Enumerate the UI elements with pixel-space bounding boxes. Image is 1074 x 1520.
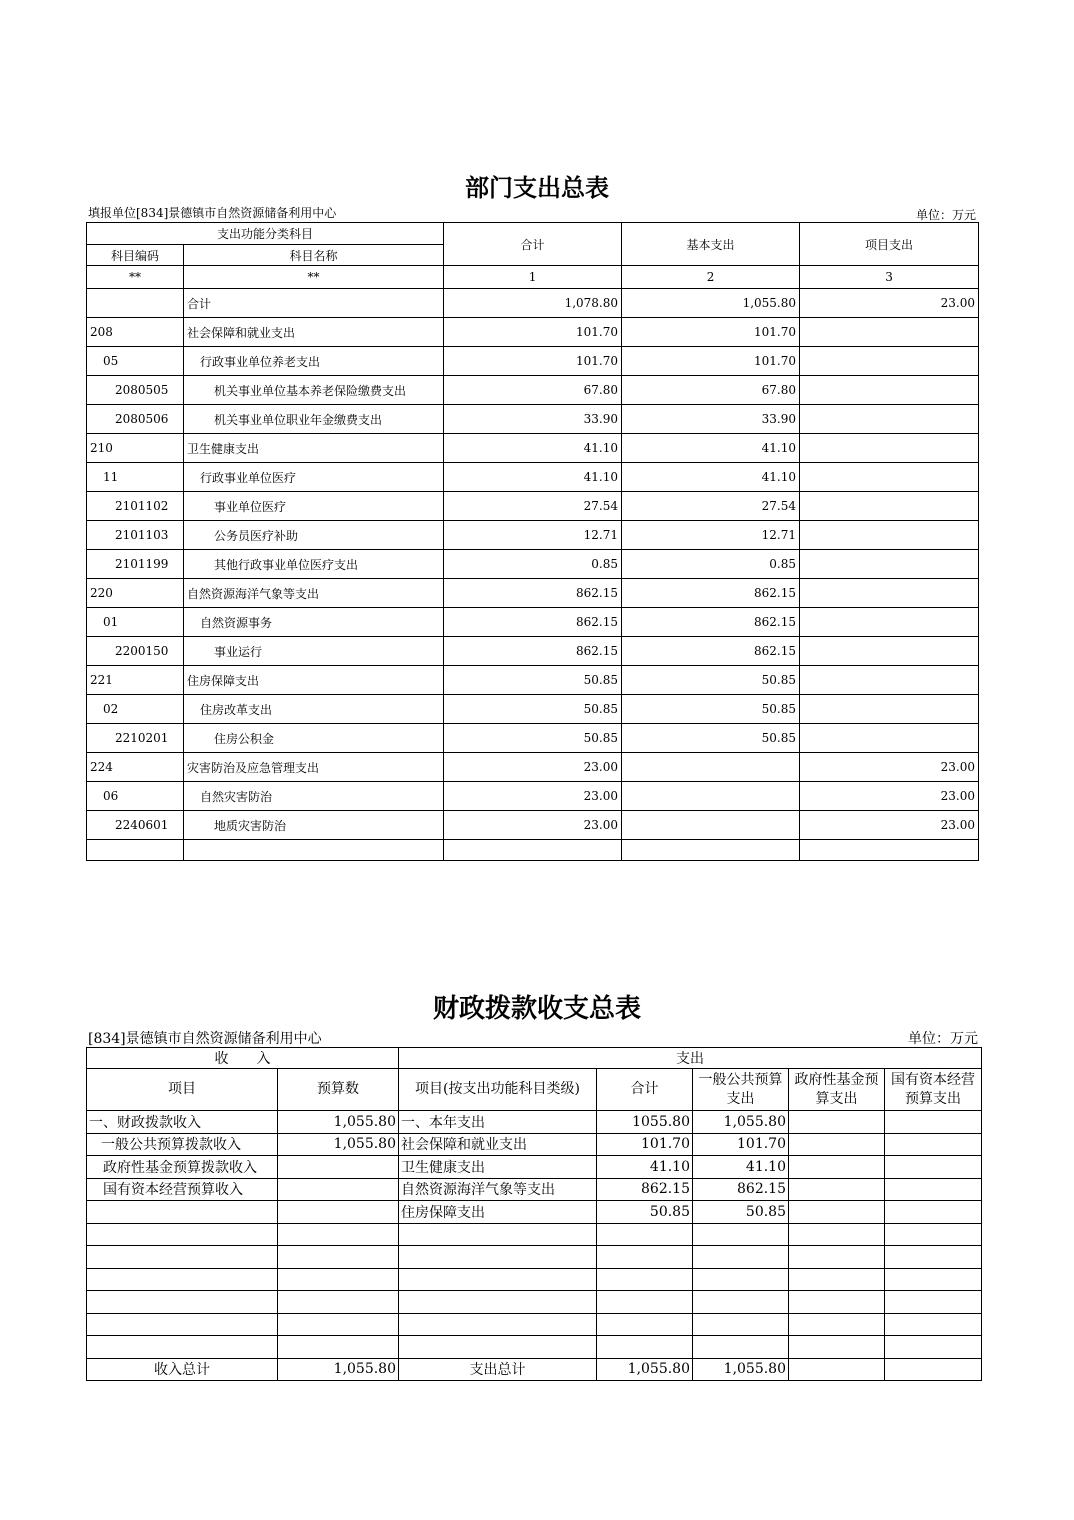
cell-project bbox=[800, 434, 979, 463]
cell-in-item bbox=[87, 1291, 278, 1314]
cell-basic bbox=[622, 811, 800, 840]
income-total-value: 1,055.80 bbox=[278, 1358, 399, 1381]
cell-project bbox=[800, 492, 979, 521]
cell-ex-state bbox=[885, 1111, 982, 1134]
cell-ex-item bbox=[399, 1291, 597, 1314]
table-row bbox=[87, 1313, 982, 1336]
cell-ex-general bbox=[693, 1223, 789, 1246]
dept-expense-table bbox=[86, 222, 979, 861]
cell-ex-item bbox=[399, 1246, 597, 1269]
cell-ex-general: 101.70 bbox=[693, 1133, 789, 1156]
income-total-label: 收入总计 bbox=[87, 1358, 278, 1381]
cell-ex-state bbox=[885, 1201, 982, 1224]
table-row bbox=[87, 347, 979, 376]
cell-ex-fund bbox=[789, 1111, 885, 1134]
cell-ex-item bbox=[399, 1313, 597, 1336]
cell-basic: 101.70 bbox=[622, 347, 800, 376]
cell-basic: 50.85 bbox=[622, 724, 800, 753]
cell-basic: 1,055.80 bbox=[622, 289, 800, 318]
cell-code: 220 bbox=[87, 579, 184, 608]
cell-total: 41.10 bbox=[444, 463, 622, 492]
cell-in-val: 1,055.80 bbox=[278, 1133, 399, 1156]
cell-total: 862.15 bbox=[444, 637, 622, 666]
cell-name: 事业单位医疗 bbox=[184, 492, 444, 521]
table-row bbox=[87, 1223, 982, 1246]
table-row bbox=[87, 521, 979, 550]
cell-ex-general bbox=[693, 1291, 789, 1314]
header-col2: 2 bbox=[622, 266, 800, 289]
cell-ex-general: 41.10 bbox=[693, 1156, 789, 1179]
cell-project bbox=[800, 579, 979, 608]
table-row bbox=[87, 405, 979, 434]
cell-ex-total: 1055.80 bbox=[597, 1111, 693, 1134]
cell-project bbox=[800, 550, 979, 579]
cell-total: 12.71 bbox=[444, 521, 622, 550]
cell-code: 210 bbox=[87, 434, 184, 463]
cell-project: 23.00 bbox=[800, 782, 979, 811]
cell-ex-total bbox=[597, 1268, 693, 1291]
cell-in-val bbox=[278, 1156, 399, 1179]
expense-general-total: 1,055.80 bbox=[693, 1358, 789, 1381]
table-row bbox=[87, 724, 979, 753]
cell-total: 23.00 bbox=[444, 782, 622, 811]
cell-project bbox=[800, 318, 979, 347]
cell-ex-state bbox=[885, 1133, 982, 1156]
table-row bbox=[87, 1111, 982, 1134]
table-row bbox=[87, 1291, 982, 1314]
table-row bbox=[87, 318, 979, 347]
cell-ex-item: 一、本年支出 bbox=[399, 1111, 597, 1134]
cell-basic: 41.10 bbox=[622, 434, 800, 463]
cell-name: 自然资源事务 bbox=[184, 608, 444, 637]
table-row bbox=[87, 579, 979, 608]
cell-name: 其他行政事业单位医疗支出 bbox=[184, 550, 444, 579]
cell-basic: 67.80 bbox=[622, 376, 800, 405]
cell-ex-item bbox=[399, 1268, 597, 1291]
cell-in-item: 一般公共预算拨款收入 bbox=[87, 1133, 278, 1156]
cell-total: 23.00 bbox=[444, 811, 622, 840]
cell-code: 2101199 bbox=[87, 550, 184, 579]
cell-ex-item bbox=[399, 1336, 597, 1359]
cell-ex-state bbox=[885, 1268, 982, 1291]
cell-name: 灾害防治及应急管理支出 bbox=[184, 753, 444, 782]
expense-fund-total bbox=[789, 1358, 885, 1381]
cell-total: 101.70 bbox=[444, 347, 622, 376]
cell-ex-item: 住房保障支出 bbox=[399, 1201, 597, 1224]
cell-basic: 0.85 bbox=[622, 550, 800, 579]
cell-name: 机关事业单位职业年金缴费支出 bbox=[184, 405, 444, 434]
cell-ex-fund bbox=[789, 1313, 885, 1336]
cell-basic bbox=[622, 840, 800, 861]
cell-basic: 862.15 bbox=[622, 637, 800, 666]
cell-code: 208 bbox=[87, 318, 184, 347]
cell-basic: 862.15 bbox=[622, 579, 800, 608]
cell-name: 行政事业单位医疗 bbox=[184, 463, 444, 492]
cell-code: 2080506 bbox=[87, 405, 184, 434]
cell-name: 地质灾害防治 bbox=[184, 811, 444, 840]
table-row bbox=[87, 1268, 982, 1291]
dept-expense-title: 部门支出总表 bbox=[465, 174, 609, 202]
table-row bbox=[87, 1336, 982, 1359]
cell-ex-item: 社会保障和就业支出 bbox=[399, 1133, 597, 1156]
cell-total bbox=[444, 840, 622, 861]
table-row bbox=[87, 753, 979, 782]
header-basic: 基本支出 bbox=[622, 223, 800, 266]
cell-ex-fund bbox=[789, 1201, 885, 1224]
cell-in-val bbox=[278, 1336, 399, 1359]
table-row bbox=[87, 666, 979, 695]
table-row bbox=[87, 376, 979, 405]
cell-ex-state bbox=[885, 1156, 982, 1179]
cell-basic: 50.85 bbox=[622, 695, 800, 724]
table-row bbox=[87, 1201, 982, 1224]
cell-code: 224 bbox=[87, 753, 184, 782]
cell-code: 2210201 bbox=[87, 724, 184, 753]
table-row bbox=[87, 608, 979, 637]
cell-code: 2101103 bbox=[87, 521, 184, 550]
cell-name: 事业运行 bbox=[184, 637, 444, 666]
cell-total: 101.70 bbox=[444, 318, 622, 347]
cell-name: 机关事业单位基本养老保险缴费支出 bbox=[184, 376, 444, 405]
cell-code: 05 bbox=[87, 347, 184, 376]
cell-ex-total: 50.85 bbox=[597, 1201, 693, 1224]
header-name: 科目名称 bbox=[184, 245, 444, 266]
cell-ex-fund bbox=[789, 1133, 885, 1156]
cell-name: 住房保障支出 bbox=[184, 666, 444, 695]
fiscal-unit-info: [834]景德镇市自然资源储备利用中心 bbox=[88, 1031, 322, 1047]
cell-in-item: 政府性基金预算拨款收入 bbox=[87, 1156, 278, 1179]
table-row bbox=[87, 782, 979, 811]
fiscal-unit-label: 单位：万元 bbox=[908, 1031, 978, 1047]
cell-code: 06 bbox=[87, 782, 184, 811]
cell-ex-fund bbox=[789, 1156, 885, 1179]
cell-in-val bbox=[278, 1291, 399, 1314]
cell-project bbox=[800, 521, 979, 550]
header-code-mark: ** bbox=[87, 266, 184, 289]
cell-code: 2080505 bbox=[87, 376, 184, 405]
cell-in-item: 国有资本经营预算收入 bbox=[87, 1178, 278, 1201]
cell-total: 0.85 bbox=[444, 550, 622, 579]
cell-total: 33.90 bbox=[444, 405, 622, 434]
table-row bbox=[87, 463, 979, 492]
cell-ex-item: 自然资源海洋气象等支出 bbox=[399, 1178, 597, 1201]
cell-ex-total: 41.10 bbox=[597, 1156, 693, 1179]
cell-code: 2200150 bbox=[87, 637, 184, 666]
header-total: 合计 bbox=[444, 223, 622, 266]
expense-state-total bbox=[885, 1358, 982, 1381]
header-function-group: 支出功能分类科目 bbox=[87, 223, 444, 245]
cell-total: 27.54 bbox=[444, 492, 622, 521]
cell-project bbox=[800, 666, 979, 695]
header-item: 项目 bbox=[87, 1069, 278, 1111]
cell-in-val bbox=[278, 1201, 399, 1224]
cell-total: 862.15 bbox=[444, 608, 622, 637]
cell-ex-total: 101.70 bbox=[597, 1133, 693, 1156]
cell-basic: 862.15 bbox=[622, 608, 800, 637]
cell-total: 50.85 bbox=[444, 695, 622, 724]
cell-name: 住房改革支出 bbox=[184, 695, 444, 724]
cell-total: 862.15 bbox=[444, 579, 622, 608]
cell-basic: 33.90 bbox=[622, 405, 800, 434]
cell-ex-fund bbox=[789, 1178, 885, 1201]
cell-ex-fund bbox=[789, 1336, 885, 1359]
table-row bbox=[87, 1133, 982, 1156]
cell-code: 2101102 bbox=[87, 492, 184, 521]
cell-ex-fund bbox=[789, 1246, 885, 1269]
cell-in-val: 1,055.80 bbox=[278, 1111, 399, 1134]
cell-project bbox=[800, 695, 979, 724]
cell-in-item bbox=[87, 1268, 278, 1291]
cell-basic: 41.10 bbox=[622, 463, 800, 492]
cell-in-val bbox=[278, 1178, 399, 1201]
cell-ex-general: 1,055.80 bbox=[693, 1111, 789, 1134]
cell-in-val bbox=[278, 1268, 399, 1291]
cell-ex-total bbox=[597, 1291, 693, 1314]
cell-project: 23.00 bbox=[800, 811, 979, 840]
table-row bbox=[87, 811, 979, 840]
table-row bbox=[87, 289, 979, 318]
expense-total-value: 1,055.80 bbox=[597, 1358, 693, 1381]
cell-basic bbox=[622, 753, 800, 782]
cell-code: 02 bbox=[87, 695, 184, 724]
cell-code: 01 bbox=[87, 608, 184, 637]
cell-ex-state bbox=[885, 1223, 982, 1246]
cell-ex-item bbox=[399, 1223, 597, 1246]
cell-basic: 12.71 bbox=[622, 521, 800, 550]
cell-basic bbox=[622, 782, 800, 811]
header-col1: 1 bbox=[444, 266, 622, 289]
cell-ex-general bbox=[693, 1246, 789, 1269]
cell-ex-fund bbox=[789, 1223, 885, 1246]
dept-expense-unit-info: 填报单位[834]景德镇市自然资源储备利用中心 bbox=[88, 206, 337, 220]
cell-basic: 50.85 bbox=[622, 666, 800, 695]
table-row bbox=[87, 1156, 982, 1179]
cell-ex-total bbox=[597, 1336, 693, 1359]
cell-ex-state bbox=[885, 1313, 982, 1336]
cell-ex-total bbox=[597, 1313, 693, 1336]
table-row bbox=[87, 695, 979, 724]
cell-project bbox=[800, 637, 979, 666]
cell-in-item: 一、财政拨款收入 bbox=[87, 1111, 278, 1134]
header-income: 收 入 bbox=[87, 1048, 399, 1069]
cell-total: 50.85 bbox=[444, 666, 622, 695]
cell-project bbox=[800, 376, 979, 405]
header-fund: 政府性基金预算支出 bbox=[789, 1069, 885, 1111]
cell-ex-total bbox=[597, 1246, 693, 1269]
cell-name: 卫生健康支出 bbox=[184, 434, 444, 463]
cell-ex-general: 50.85 bbox=[693, 1201, 789, 1224]
cell-project bbox=[800, 724, 979, 753]
header-state: 国有资本经营预算支出 bbox=[885, 1069, 982, 1111]
cell-ex-general: 862.15 bbox=[693, 1178, 789, 1201]
cell-name: 合计 bbox=[184, 289, 444, 318]
cell-ex-general bbox=[693, 1313, 789, 1336]
cell-name: 自然灾害防治 bbox=[184, 782, 444, 811]
table-row bbox=[87, 1178, 982, 1201]
header-expense: 支出 bbox=[399, 1048, 982, 1069]
cell-ex-total bbox=[597, 1223, 693, 1246]
cell-in-val bbox=[278, 1246, 399, 1269]
cell-code bbox=[87, 289, 184, 318]
cell-code: 2240601 bbox=[87, 811, 184, 840]
cell-ex-state bbox=[885, 1246, 982, 1269]
cell-in-item bbox=[87, 1336, 278, 1359]
table-row bbox=[87, 840, 979, 861]
table-row bbox=[87, 550, 979, 579]
cell-project bbox=[800, 463, 979, 492]
cell-name bbox=[184, 840, 444, 861]
header-project: 项目支出 bbox=[800, 223, 979, 266]
cell-project bbox=[800, 840, 979, 861]
header-exp-total: 合计 bbox=[597, 1069, 693, 1111]
cell-name: 社会保障和就业支出 bbox=[184, 318, 444, 347]
cell-ex-fund bbox=[789, 1291, 885, 1314]
header-exp-item: 项目(按支出功能科目类级) bbox=[399, 1069, 597, 1111]
header-general: 一般公共预算支出 bbox=[693, 1069, 789, 1111]
cell-total: 41.10 bbox=[444, 434, 622, 463]
cell-code bbox=[87, 840, 184, 861]
header-budget: 预算数 bbox=[278, 1069, 399, 1111]
total-row bbox=[87, 1358, 982, 1381]
cell-project bbox=[800, 405, 979, 434]
header-code: 科目编码 bbox=[87, 245, 184, 266]
cell-project: 23.00 bbox=[800, 753, 979, 782]
header-name-mark: ** bbox=[184, 266, 444, 289]
cell-total: 23.00 bbox=[444, 753, 622, 782]
table-row bbox=[87, 492, 979, 521]
cell-ex-total: 862.15 bbox=[597, 1178, 693, 1201]
cell-name: 公务员医疗补助 bbox=[184, 521, 444, 550]
cell-in-item bbox=[87, 1246, 278, 1269]
cell-in-val bbox=[278, 1313, 399, 1336]
cell-name: 行政事业单位养老支出 bbox=[184, 347, 444, 376]
cell-total: 50.85 bbox=[444, 724, 622, 753]
cell-basic: 27.54 bbox=[622, 492, 800, 521]
cell-in-item bbox=[87, 1223, 278, 1246]
fiscal-table bbox=[86, 1047, 982, 1381]
cell-name: 自然资源海洋气象等支出 bbox=[184, 579, 444, 608]
header-col3: 3 bbox=[800, 266, 979, 289]
cell-ex-item: 卫生健康支出 bbox=[399, 1156, 597, 1179]
cell-in-val bbox=[278, 1223, 399, 1246]
cell-ex-state bbox=[885, 1178, 982, 1201]
cell-ex-general bbox=[693, 1336, 789, 1359]
expense-total-label: 支出总计 bbox=[399, 1358, 597, 1381]
cell-in-item bbox=[87, 1201, 278, 1224]
cell-total: 1,078.80 bbox=[444, 289, 622, 318]
cell-basic: 101.70 bbox=[622, 318, 800, 347]
cell-total: 67.80 bbox=[444, 376, 622, 405]
cell-code: 11 bbox=[87, 463, 184, 492]
cell-code: 221 bbox=[87, 666, 184, 695]
cell-project: 23.00 bbox=[800, 289, 979, 318]
cell-project bbox=[800, 347, 979, 376]
cell-in-item bbox=[87, 1313, 278, 1336]
table-row bbox=[87, 434, 979, 463]
cell-ex-general bbox=[693, 1268, 789, 1291]
cell-ex-state bbox=[885, 1336, 982, 1359]
fiscal-table-title: 财政拨款收支总表 bbox=[432, 994, 641, 1024]
cell-ex-fund bbox=[789, 1268, 885, 1291]
cell-name: 住房公积金 bbox=[184, 724, 444, 753]
table-row bbox=[87, 637, 979, 666]
cell-ex-state bbox=[885, 1291, 982, 1314]
cell-project bbox=[800, 608, 979, 637]
table-row bbox=[87, 1246, 982, 1269]
dept-expense-unit-label: 单位：万元 bbox=[915, 208, 976, 222]
